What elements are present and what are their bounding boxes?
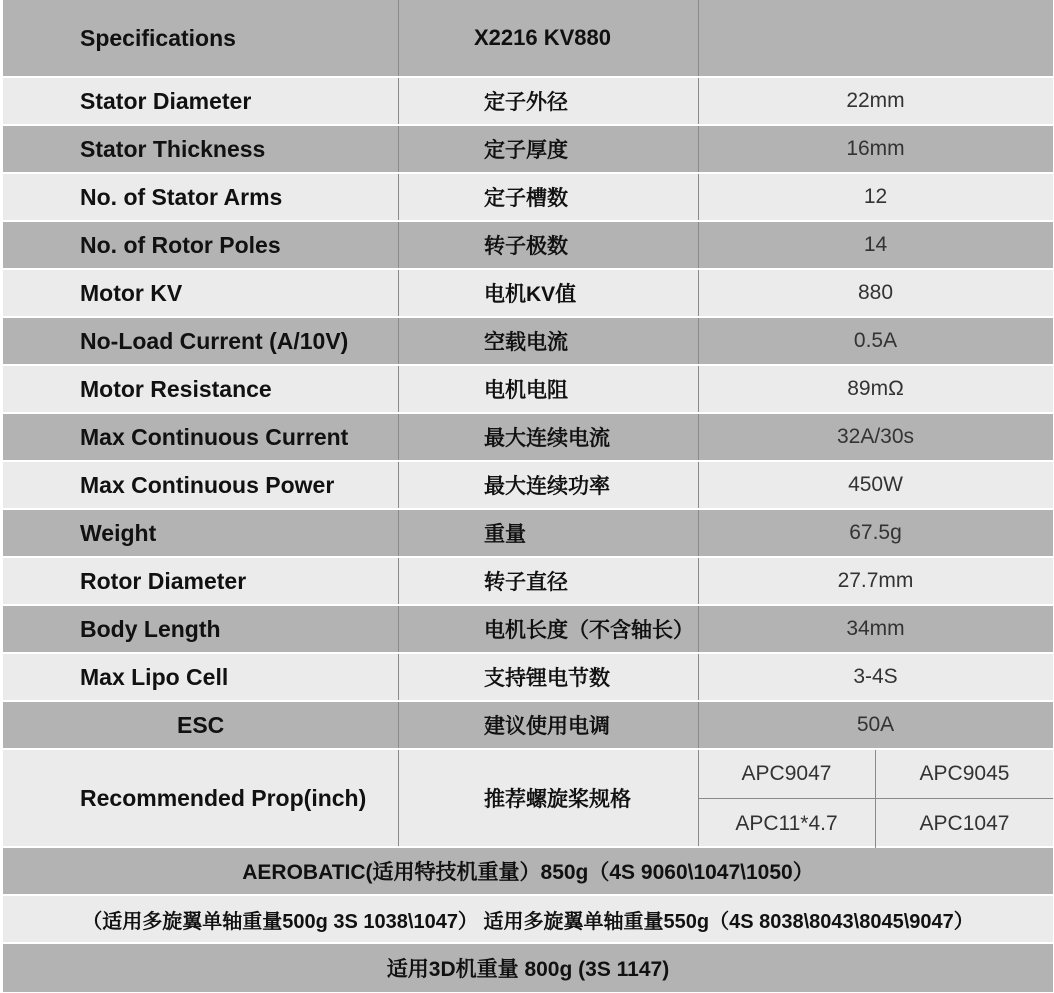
table-row [3,558,1053,606]
spec-name-en: Max Continuous Current [80,423,349,450]
spec-name-cn: 转子极数 [484,235,568,258]
spec-name-en: Max Lipo Cell [80,663,229,690]
table-row [3,414,1053,462]
prop-value: APC9047 [698,750,876,799]
spec-name-cn: 重量 [484,523,526,546]
prop-value: APC1047 [919,811,1010,835]
header-col1: Specifications [80,24,236,51]
table-row [3,366,1053,414]
footer-aerobatic: AEROBATIC(适用特技机重量）850g（4S 9060\1047\1050） [3,848,1053,896]
spec-value: 0.5A [853,329,898,352]
prop-label-en: Recommended Prop(inch) [80,784,367,811]
spec-name-en: Motor KV [80,279,183,306]
spec-name-en: No. of Rotor Poles [80,231,281,258]
spec-value: 16mm [846,137,905,160]
spec-value: 14 [863,233,888,256]
spec-value: 12 [863,185,888,208]
table-row [3,270,1053,318]
spec-name-cn: 建议使用电调 [484,715,610,738]
spec-value: 880 [857,281,894,304]
spec-name-cn: 电机电阻 [484,379,568,402]
spec-name-en: Body Length [80,615,221,642]
spec-name-en: ESC [177,711,225,738]
footer-multirotor: （适用多旋翼单轴重量500g 3S 1038\1047） 适用多旋翼单轴重量550g（4S 8038\8043\8045\9047） [3,896,1053,944]
spec-name-cn: 最大连续电流 [484,427,610,450]
spec-name-cn: 定子厚度 [484,139,568,162]
spec-name-cn: 定子槽数 [484,187,568,210]
spec-value: 22mm [846,89,905,112]
spec-name-cn: 电机长度（不含轴长） [484,619,694,642]
table-row [3,222,1053,270]
spec-value: 89mΩ [847,377,904,400]
table-row [3,702,1053,750]
spec-value: 50A [856,713,895,736]
table-header [3,0,1053,78]
table-row [3,654,1053,702]
spec-name-cn: 最大连续功率 [484,475,610,498]
table-row [3,510,1053,558]
table-row [3,318,1053,366]
table-row [3,606,1053,654]
spec-value: 450W [848,473,903,496]
spec-name-en: No. of Stator Arms [80,183,283,210]
spec-name-cn: 定子外径 [484,91,568,114]
spec-name-cn: 转子直径 [484,571,568,594]
spec-value: 67.5g [849,521,902,544]
header-col2: X2216 KV880 [474,25,611,50]
spec-name-en: Weight [80,519,157,546]
spec-name-cn: 支持锂电节数 [484,667,610,690]
spec-value: 34mm [846,617,905,640]
spec-value: 32A/30s [836,425,915,448]
table-row [3,126,1053,174]
spec-name-en: Stator Thickness [80,135,266,162]
prop-value: APC11*4.7 [698,799,876,848]
spec-name-en: No-Load Current (A/10V) [80,327,349,354]
spec-name-en: Rotor Diameter [80,567,247,594]
prop-row [3,750,1053,848]
spec-name-en: Stator Diameter [80,87,252,114]
spec-name-en: Motor Resistance [80,375,272,402]
spec-value: 27.7mm [837,569,914,592]
table-row [3,174,1053,222]
table-row [3,78,1053,126]
prop-values [698,750,1053,846]
prop-label-cn: 推荐螺旋桨规格 [484,788,631,811]
spec-name-cn: 空载电流 [484,331,568,354]
spec-name-en: Max Continuous Power [80,471,335,498]
header-col3 [698,0,1053,76]
footer-3d: 适用3D机重量 800g (3S 1147) [3,944,1053,992]
table-row [3,462,1053,510]
spec-value: 3-4S [853,665,898,688]
prop-value: APC9045 [876,750,1053,799]
spec-name-cn: 电机KV值 [484,283,577,306]
